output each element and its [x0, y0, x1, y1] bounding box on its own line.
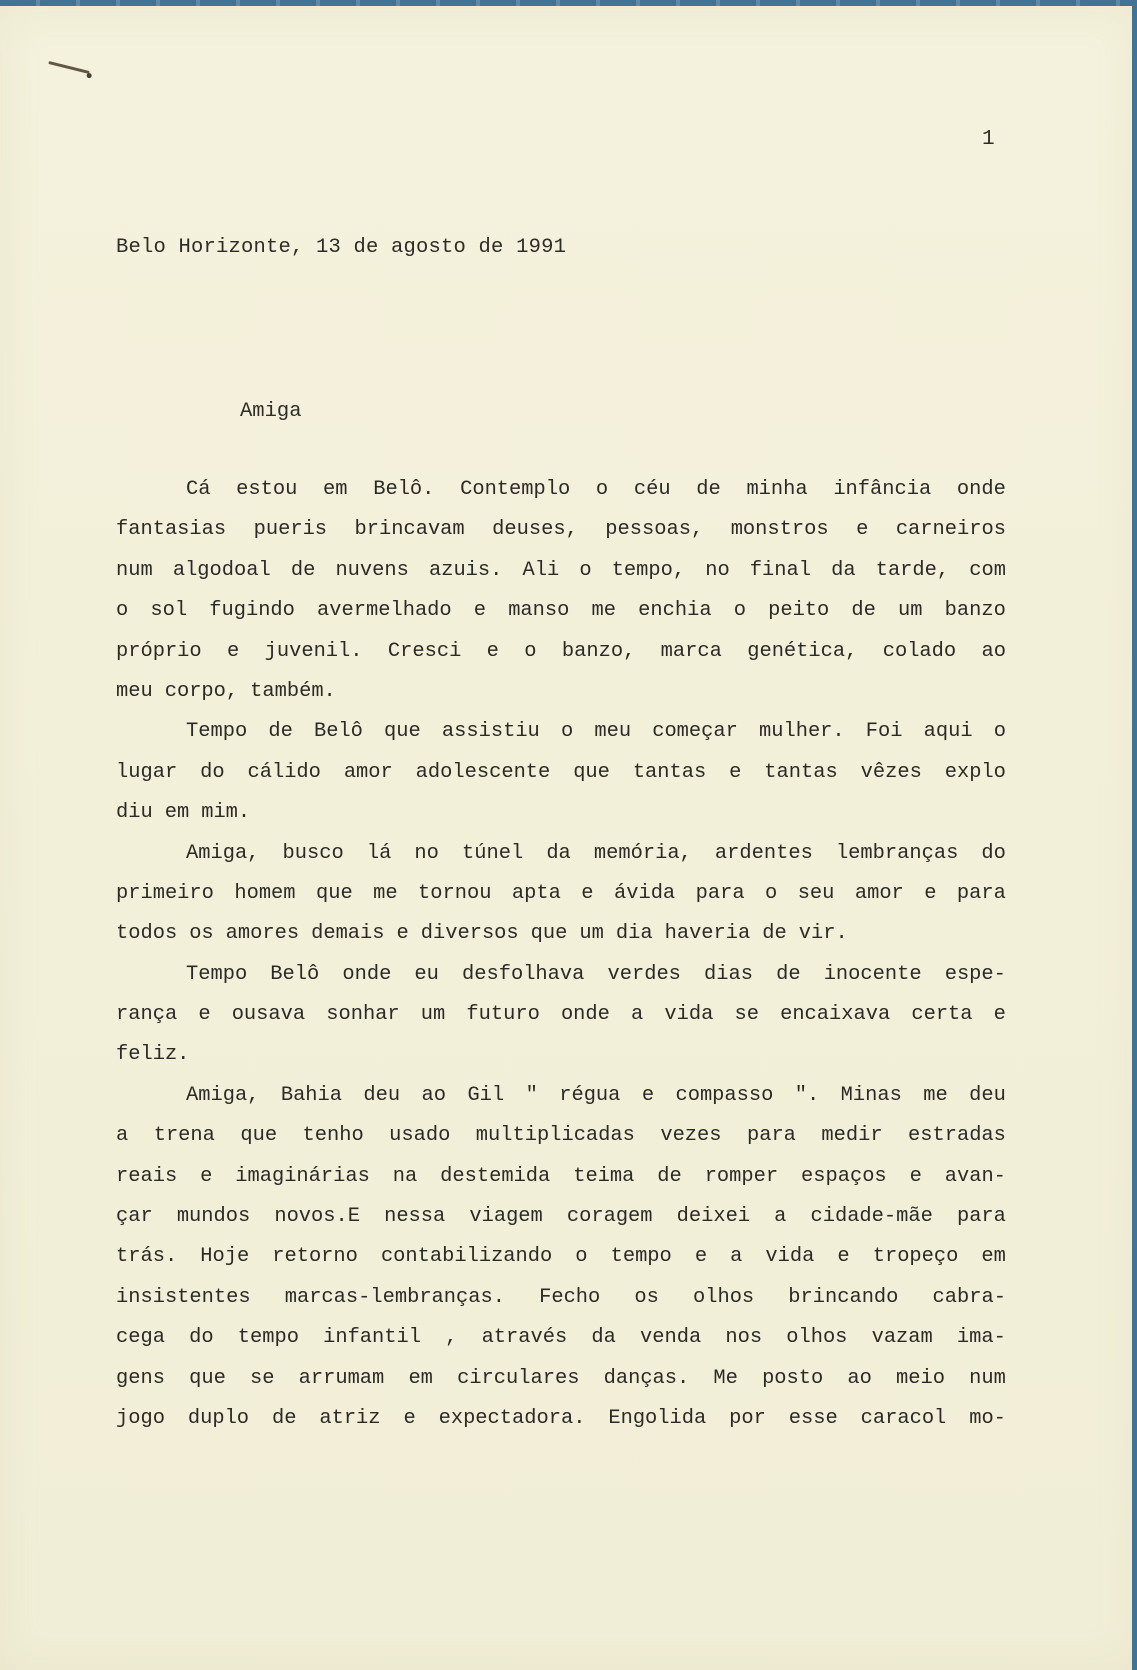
letter-line: Tempo Belô onde eu desfolhava verdes dias de inocente espe-: [186, 962, 1006, 986]
letter-line: Amiga, Bahia deu ao Gil " régua e compasso ". Minas me deu: [186, 1083, 1006, 1107]
letter-line: insistentes marcas-lembranças. Fecho os olhos brincando cabra-: [116, 1285, 1006, 1309]
letter-line: rança e ousava sonhar um futuro onde a vida se encaixava certa e: [116, 1003, 1006, 1027]
page-number: 1: [982, 128, 995, 151]
letter-line: Cá estou em Belô. Contemplo o céu de minha infância onde: [186, 478, 1006, 501]
letter-line: a trena que tenho usado multiplicadas vezes para medir estradas: [116, 1124, 1006, 1148]
letter-line: fantasias pueris brincavam deuses, pessoas, monstros e carneiros: [116, 518, 1006, 542]
letter-line: gens que se arrumam em circulares danças. Me posto ao meio num: [116, 1366, 1006, 1390]
letter-line: meu corpo, também.: [116, 679, 336, 703]
letter-line: o sol fugindo avermelhado e manso me enchia o peito de um banzo: [116, 599, 1006, 623]
letter-body: [116, 470, 1006, 1439]
letter-line: reais e imaginárias na destemida teima de romper espaços e avan-: [116, 1164, 1006, 1188]
letter-line: primeiro homem que me tornou apta e ávida para o seu amor e para: [116, 881, 1006, 905]
right-edge-strip: [1132, 6, 1137, 1670]
letter-line: feliz.: [116, 1043, 190, 1067]
letter-line: cega do tempo infantil , através da venda nos olhos vazam ima-: [116, 1326, 1006, 1350]
letter-line: todos os amores demais e diversos que um dia haveria de vir.: [116, 922, 848, 946]
letter-line: num algodoal de nuvens azuis. Ali o tempo, no final da tarde, com: [116, 558, 1006, 582]
salutation: Amiga: [240, 400, 302, 423]
letter-line: Amiga, busco lá no túnel da memória, ardentes lembranças do: [186, 841, 1006, 865]
letter-line: çar mundos novos.E nessa viagem coragem deixei a cidade-mãe para: [116, 1205, 1006, 1229]
letter-line: Tempo de Belô que assistiu o meu começar mulher. Foi aqui o: [186, 720, 1006, 744]
letter-line: jogo duplo de atriz e expectadora. Engolida por esse caracol mo-: [116, 1406, 1006, 1430]
letter-line: próprio e juvenil. Cresci e o banzo, marca genética, colado ao: [116, 639, 1006, 663]
letter-line: trás. Hoje retorno contabilizando o tempo e a vida e tropeço em: [116, 1245, 1006, 1269]
letter-page: [0, 6, 1137, 1670]
letter-line: diu em mim.: [116, 801, 251, 825]
staple-mark: [48, 61, 89, 74]
letter-line: lugar do cálido amor adolescente que tantas e tantas vêzes explo: [116, 760, 1006, 784]
dateline: Belo Horizonte, 13 de agosto de 1991: [116, 236, 567, 259]
